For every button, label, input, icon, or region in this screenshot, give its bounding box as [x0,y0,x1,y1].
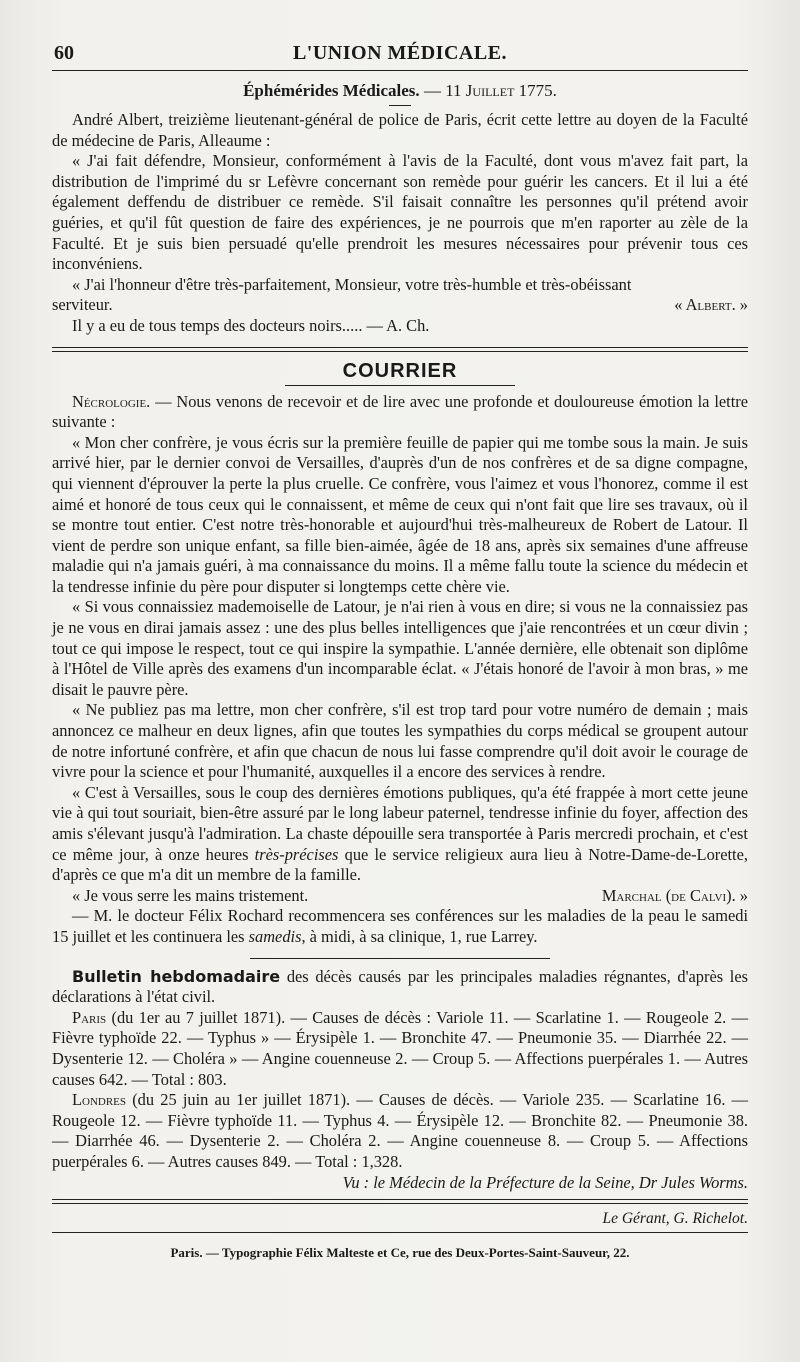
necrologie-label: Nécrologie. [72,391,151,411]
imprint-line: Paris. — Typographie Félix Malteste et Ce, rue des Deux-Portes-Saint-Sauveur, 22. [170,1245,630,1261]
ephemerides-note: Il y a eu de tous temps des docteurs noirs..... — A. Ch. [72,315,430,335]
ephemerides-letter: « J'ai fait défendre, Monsieur, conformément à l'avis de la Faculté, dont vous m'avez fait part, la distribution de l'imprimé du sr Lefèvre concernant son remède pour guérir les cancers. Et il lui a été également deffendu de distribuer ce remède. S'il faisait connaître les personnes qu'il prétend avoir guéries, et qu'il fût question de faire des expériences, je ne pourrois que m'en raporter au zèle de la Faculté. Et je suis bien persuadé qu'elle prendroit les mesures nécessaires pour prévenir tous ces inconvéniens. [52,151,748,274]
letter-text: « C'est à Versailles, sous le coup des dernières émotions publiques, qu'a été frappée à mort cette jeune vie à qui tout souriait, bien-être assuré par le long labeur paternel, tendresse infinie du foyer, affection des amis s'élevant jusqu'à l'admiration. La chaste dépouille sera transportée à Paris mercredi prochain, et c'est ce même jour, à onze heures [52,782,748,864]
paris-text: (du 1er au 7 juillet 1871). — Causes de décès : Variole 11. — Scarlatine 1. — Rougeole 2. — Fièvre typhoïde 22. — Typhus » — Érysipèle 1. — Bronchite 47. — Pneumonie 35. — Diarrhée 22. — Dysenterie 12. — Choléra » — Angine couenneuse 2. — Croup 5. — Affections puerpérales 1. — Autres causes 642. — Total : 803. [52,1007,748,1089]
bulletin-source [52,1173,748,1194]
paris-label: Paris [72,1007,107,1027]
ephemerides-closing: « J'ai l'honneur d'être très-parfaitement, Monsieur, votre très-humble et très-obéissant [72,274,632,294]
letter-paragraph: « Ne publiez pas ma lettre, mon cher confrère, s'il est trop tard pour votre numéro de demain ; mais annoncez ce malheur en deux lignes, afin que toutes les sympathies du corps médical se groupent autour de notre infortuné confrère, et afin que chacun de nous lui fasse comprendre qu'il doit avoir le courage de vivre pour la science et pour l'humanité, auxquelles il a encore des services à rendre. [52,700,748,782]
section-double-rule [52,347,748,352]
londres-label: Londres [72,1090,127,1110]
letter-paragraph [52,783,748,886]
short-divider [389,105,411,106]
letter-paragraph: « Mon cher confrère, je vous écris sur la première feuille de papier qui me tombe sous la main. Je suis arrivé hier, par le dernier convoi de Versailles, d'auprès d'un de nos confrères et de sa digne compagne, qui viennent d'éprouver la perte la plus cruelle. Ce confrère, vous l'aimez et vous l'honorez, comme il est aimé et honoré de tous ceux qui le connaissent, et même de ceux qui n'ont fait que lire ses travaux, où il se montre tout entier. C'est notre très-honorable et aujourd'hui très-malheureux de Robert de Latour. Il vient de perdre son unique enfant, sa fille bien-aimée, âgée de 18 ans, après six semaines d'une affreuse maladie qui n'a jamais guéri, à ma connaissance du moins. Il a même fallu toute la science du médecin et la tendresse infinie du père pour disputer si longtemps cette chère vie. [52,432,748,596]
rochard-text: — M. le docteur Félix Rochard recommencera ses conférences sur les maladies de la peau le samedi 15 juillet et les continuera les [52,906,748,946]
bulletin-intro [52,967,748,1008]
bulletin-rule [250,958,550,959]
rochard-emphasis: samedis [248,926,302,946]
closing-end: serviteur. [52,295,113,315]
londres-text: (du 25 juin au 1er juillet 1871). — Causes de décès. — Variole 235. — Scarlatine 16. — Rougeole 12. — Fièvre typhoïde 11. — Typhus 4. — Érysipèle 12. — Bronchite 82. — Pneumonie 38. — Diarrhée 46. — Dysenterie 2. — Choléra 2. — Angine couenneuse 8. — Croup 5. — Affections puerpérales 6. — Autres causes 849. — Total : 1,328. [52,1090,748,1171]
footer-rule [52,1232,748,1233]
signature: « Albert. » [674,295,748,315]
courrier-rule [285,385,515,386]
bulletin-intro-text: des décès causés par les principales maladies régnantes, d'après les déclarations à l'état civil. [52,966,748,1007]
courrier-heading: COURRIER [342,359,458,382]
ephemerides-title [52,81,748,101]
rochard-notice [52,906,748,947]
gerant-line: Le Gérant, G. Richelot. [602,1210,748,1228]
footer-double-rule [52,1199,748,1204]
running-head [52,0,748,66]
header-rule [52,70,748,71]
ephemerides-date: — 11 Juillet 1775. [423,81,557,100]
letter-text: que le service religieux aura lieu à Notre-Dame-de-Lorette, d'après ce que m'a dit un membre de la famille. [52,844,748,885]
necrologie-intro [52,392,748,433]
letter-paragraph: « Si vous connaissiez mademoiselle de Latour, je n'ai rien à vous en dire; si vous ne la connaissiez pas je ne vous en dirai jamais assez : une des plus belles intelligences que j'aie rencontrées et un cœur divin ; tout ce qui impose le respect, tout ce qui inspire la sympathie. L'année dernière, elle obtenait son diplôme à l'Hôtel de Ville après des examens d'un incomparable éclat. « J'étais honoré de l'avoir à mon bras, » me disait le pauvre père. [52,597,748,699]
ephemerides-heading: Éphémérides Médicales. [243,81,420,100]
journal-title: L'UNION MÉDICALE. [292,42,508,64]
necrologie-text: — Nous venons de recevoir et de lire avec une profonde et douloureuse émotion la lettre suivante : [52,391,748,432]
letter-signature-line [52,886,748,907]
rochard-text: , à midi, à sa clinique, 1, rue Larrey. [301,926,538,946]
letter-emphasis: très-précises [254,844,339,864]
bulletin-source-text: Vu : le Médecin de la Préfecture de la Seine, Dr Jules Worms. [342,1172,748,1192]
bulletin-title: Bulletin hebdomadaire [72,966,281,986]
bulletin-londres [52,1090,748,1172]
page-number: 60 [54,42,74,64]
letter-closing: « Je vous serre les mains tristement. [72,885,309,905]
letter-signature: Marchal (de Calvi). » [601,885,748,905]
bulletin-paris [52,1008,748,1090]
ephemerides-paragraph: André Albert, treizième lieutenant-général de police de Paris, écrit cette lettre au doyen de la Faculté de médecine de Paris, Alleaume : [52,110,748,150]
ephemerides-signature-line [52,295,748,316]
